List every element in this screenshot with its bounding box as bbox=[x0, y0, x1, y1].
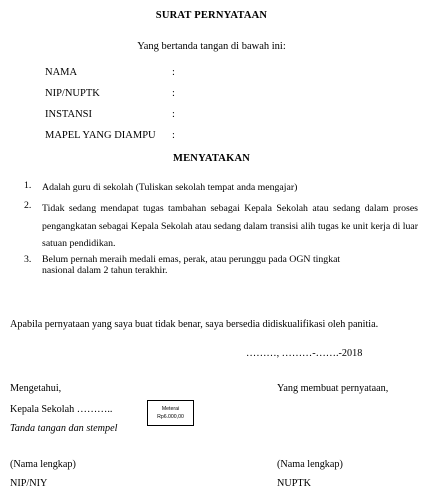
field-colon: : bbox=[172, 67, 175, 78]
list-item-number: 2. bbox=[24, 200, 32, 211]
document-title: SURAT PERNYATAAN bbox=[155, 10, 268, 21]
date-line: ………, ………-…….-2018 bbox=[246, 348, 363, 359]
statement-text: Apabila pernyataan yang saya buat tidak benar, saya bersedia didiskualifikasi oleh panitia. bbox=[10, 319, 379, 330]
section-heading: MENYATAKAN bbox=[172, 153, 251, 164]
list-item-number: 1. bbox=[24, 180, 32, 191]
field-label-mapel: MAPEL YANG DIAMPU bbox=[45, 130, 156, 141]
field-colon: : bbox=[172, 130, 175, 141]
intro-text: Yang bertanda tangan di bawah ini: bbox=[137, 41, 286, 52]
list-item-text: Tidak sedang mendapat tugas tambahan sebagai Kepala Sekolah atau sedang dalam proses pengangkatan sebagai Kepala Sekolah atau sedang dalam transisi alih tugas ke unit kerja di luar satuan pendidikan. bbox=[42, 203, 418, 249]
principal-name-placeholder: (Nama lengkap) bbox=[10, 459, 76, 470]
field-label-nama: NAMA bbox=[45, 67, 78, 78]
signature-stamp-note: Tanda tangan dan stempel bbox=[10, 423, 118, 434]
meterai-value: Rp6.000,00 bbox=[157, 414, 184, 420]
principal-id-label: NIP/NIY bbox=[10, 478, 48, 489]
principal-label: Kepala Sekolah ……….. bbox=[10, 404, 113, 415]
field-label-instansi: INSTANSI bbox=[45, 109, 92, 120]
declarant-name-placeholder: (Nama lengkap) bbox=[277, 459, 343, 470]
field-colon: : bbox=[172, 88, 175, 99]
list-item-text: Adalah guru di sekolah (Tuliskan sekolah tempat anda mengajar) bbox=[42, 182, 298, 193]
mengetahui-label: Mengetahui, bbox=[10, 383, 62, 394]
field-colon: : bbox=[172, 109, 175, 120]
list-item-text: Belum pernah meraih medali emas, perak, atau perunggu pada OGN tingkat nasional dalam 2 tahun terakhir. bbox=[42, 254, 341, 276]
list-item-number: 3. bbox=[24, 254, 32, 265]
meterai-label: Meterai bbox=[161, 406, 180, 412]
declarant-id-label: NUPTK bbox=[277, 478, 311, 489]
declarant-label: Yang membuat pernyataan, bbox=[277, 383, 389, 394]
meterai-stamp-box bbox=[147, 400, 194, 426]
field-label-nip: NIP/NUPTK bbox=[45, 88, 100, 99]
